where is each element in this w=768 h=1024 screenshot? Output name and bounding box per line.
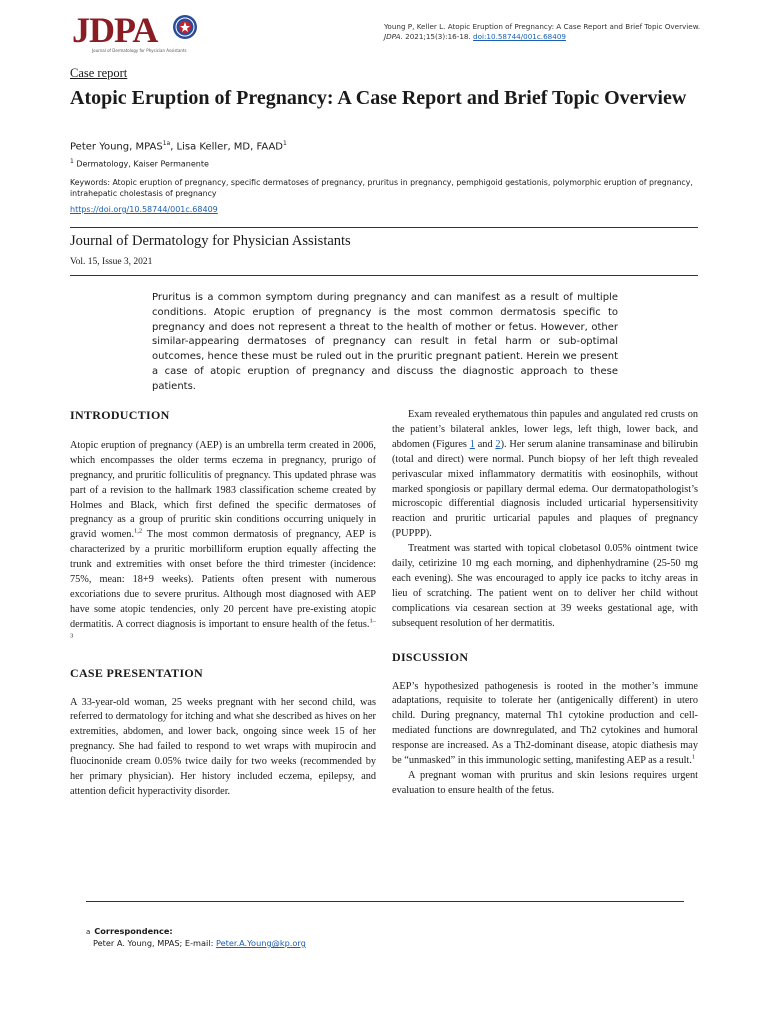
figure-1-link[interactable]: 1 [469,438,475,450]
email-link[interactable]: Peter.A.Young@kp.org [215,938,306,948]
treatment-paragraph: Treatment was started with topical clobetasol 0.05% ointment twice daily, cetirizine 10 mg each morning, and diphenhydramine (25-50 mg each evening). She was encouraged to apply ice packs to itchy areas in lieu of scratching. The patient went on to deliver her child without complications via cesarean section at 39 weeks gestational age, with subsequent resolution of her dermatitis. [392,543,698,629]
citation-superscript: 1,2 [134,527,143,535]
footnote-marker: a [86,928,91,936]
paragraph-text: The most common dermatosis of pregnancy, AEP is characterized by a pruritic morbilliform eruption equally affecting the trunk and extremities with onset before the third trimester (incidence: 75%, mean: 18+9 weeks). Patients often present with numerous excoriations due to severe pruritus. Although most diagnosed with AEP have some atopic tendencies, only 20 percent have pre-existing atopic dermatitis. A correct diagnosis is important to ensure health of the fetus. [70,529,376,630]
paragraph-text: ). Her serum alanine transaminase and bilirubin (total and direct) were normal. Punch biopsy of her left thigh revealed perivascular mixed inflammatory dermatitis with eosinophils, without marked spongiosis or papillary dermal edema. Our dermatopathologist’s microscopic differential diagnosis included urticarial hypersensitivity reaction and pruritic urticarial papules and plaques of pregnancy (PUPPP). [392,438,698,540]
article-title: Atopic Eruption of Pregnancy: A Case Report and Brief Topic Overview [70,87,687,109]
discussion-paragraph [392,680,698,769]
logo-subtitle: Journal of Dermatology for Physician Assistants [92,48,187,53]
journal-name: Journal of Dermatology for Physician Assistants [70,233,351,249]
article-type: Case report [70,66,128,80]
paragraph-text: AEP’s hypothesized pathogenesis is rooted in the mother’s immune adaptations, requisite to tolerate her (antigenically different) in utero child. During pregnancy, maternal Th1 cytokine production and cell-mediated functions are downregulated, and Th2 cytokines and humoral response are increased. As a Th2-dominant disease, atopic diathesis may be “unmasked” in this immunologic setting, manifesting AEP as a result. [392,680,698,767]
discussion-paragraph: A pregnant woman with pruritus and skin lesions requires urgent evaluation to ensure health of the fetus. [392,769,698,796]
author-name: Peter Young, MPAS [70,141,163,153]
exam-paragraph [392,408,698,542]
abstract: Pruritus is a common symptom during pregnancy and can manifest as a result of multiple conditions. Atopic eruption of pregnancy is the most common dermatosis specific to pregnancy and does not represent a threat to the health of mother or fetus. However, other similar-appearing dermatoses of pregnancy can result in fetal harm or sub-optimal outcomes, hence these must be ruled out in the pruritic pregnant patient. Herein we present a case of atopic eruption of pregnancy and discuss the diagnostic approach to these patients. [152,292,618,392]
section-heading-introduction: INTRODUCTION [70,408,170,422]
right-column [392,408,698,799]
doi-link[interactable]: https://doi.org/10.58744/001c.68409 [70,205,218,214]
journal-logo [72,12,202,52]
footnote-label: Correspondence: [94,926,173,936]
author-superscript: 1a [162,140,171,147]
keywords: Keywords: Atopic eruption of pregnancy, specific dermatoses of pregnancy, pruritus in pregnancy, pemphigoid gestationis, polymorphic eruption of pregnancy, intrahepatic cholestasis of pregnancy [70,178,693,198]
footnote-divider [86,901,684,902]
citation-superscript: 1 [691,753,696,761]
section-heading-discussion: DISCUSSION [392,649,469,664]
introduction-paragraph [70,439,376,648]
left-column [70,408,376,800]
affiliation [70,158,209,169]
affiliation-text: Dermatology, Kaiser Permanente [73,159,209,169]
author-name: , Lisa Keller, MD, FAAD [170,141,283,153]
author-superscript: 1 [282,140,287,147]
paragraph-text: Exam revealed erythematous thin papules and angulated red crusts on the patient’s bilateral ankles, lower legs, left thigh, lower back, and abdomen (Figures [392,409,698,450]
divider [70,275,698,276]
affiliation-superscript: 1 [70,158,74,165]
divider [70,227,698,228]
volume-info: Vol. 15, Issue 3, 2021 [70,257,153,267]
author-list [70,140,287,152]
citation-text [384,22,704,42]
case-paragraph: A 33-year-old woman, 25 weeks pregnant with her second child, was referred to dermatology for itching and what she described as hives on her extremities, abdomen, and lower back, ongoing since week 15 of her pregnancy. She had failed to respond to wet wraps with mupirocin and fluocinonide cream 0.05% twice daily for two weeks (recommended by her primary physician). Her history included eczema, epilepsy, and attention deficit hyperactivity disorder. [70,696,376,797]
seal-icon [172,14,198,40]
logo-wordmark: JDPA [72,10,158,50]
correspondence-footnote [86,926,686,949]
figure-2-link[interactable]: 2 [495,438,501,450]
citation-doi-link[interactable]: doi:10.58744/001c.68409 [473,32,566,41]
citation-superscript: 1–3 [70,617,376,640]
section-heading-case-presentation: CASE PRESENTATION [70,665,204,680]
paragraph-text: and [474,438,496,450]
footnote-text: Peter A. Young, MPAS; E-mail: [93,938,216,948]
citation-journal: JDPA [384,32,401,41]
paragraph-text: Atopic eruption of pregnancy (AEP) is an umbrella term created in 2006, which encompasses the older terms eczema in pregnancy, prurigo of pregnancy, and pruritic folliculitis of pregnancy. This updated phrase was part of a revision to the hallmark 1983 classification scheme created by Holmes and Black, which first defined the specific dermatoses of pregnancy as a group of pruritic skin conditions occurring uniquely in gravid women. [70,439,376,541]
citation-authors: Young P, Keller L. Atopic Eruption of Pregnancy: A Case Report and Brief Topic Overview. [384,22,701,31]
citation-details: . 2021;15(3):16-18. [400,32,474,41]
